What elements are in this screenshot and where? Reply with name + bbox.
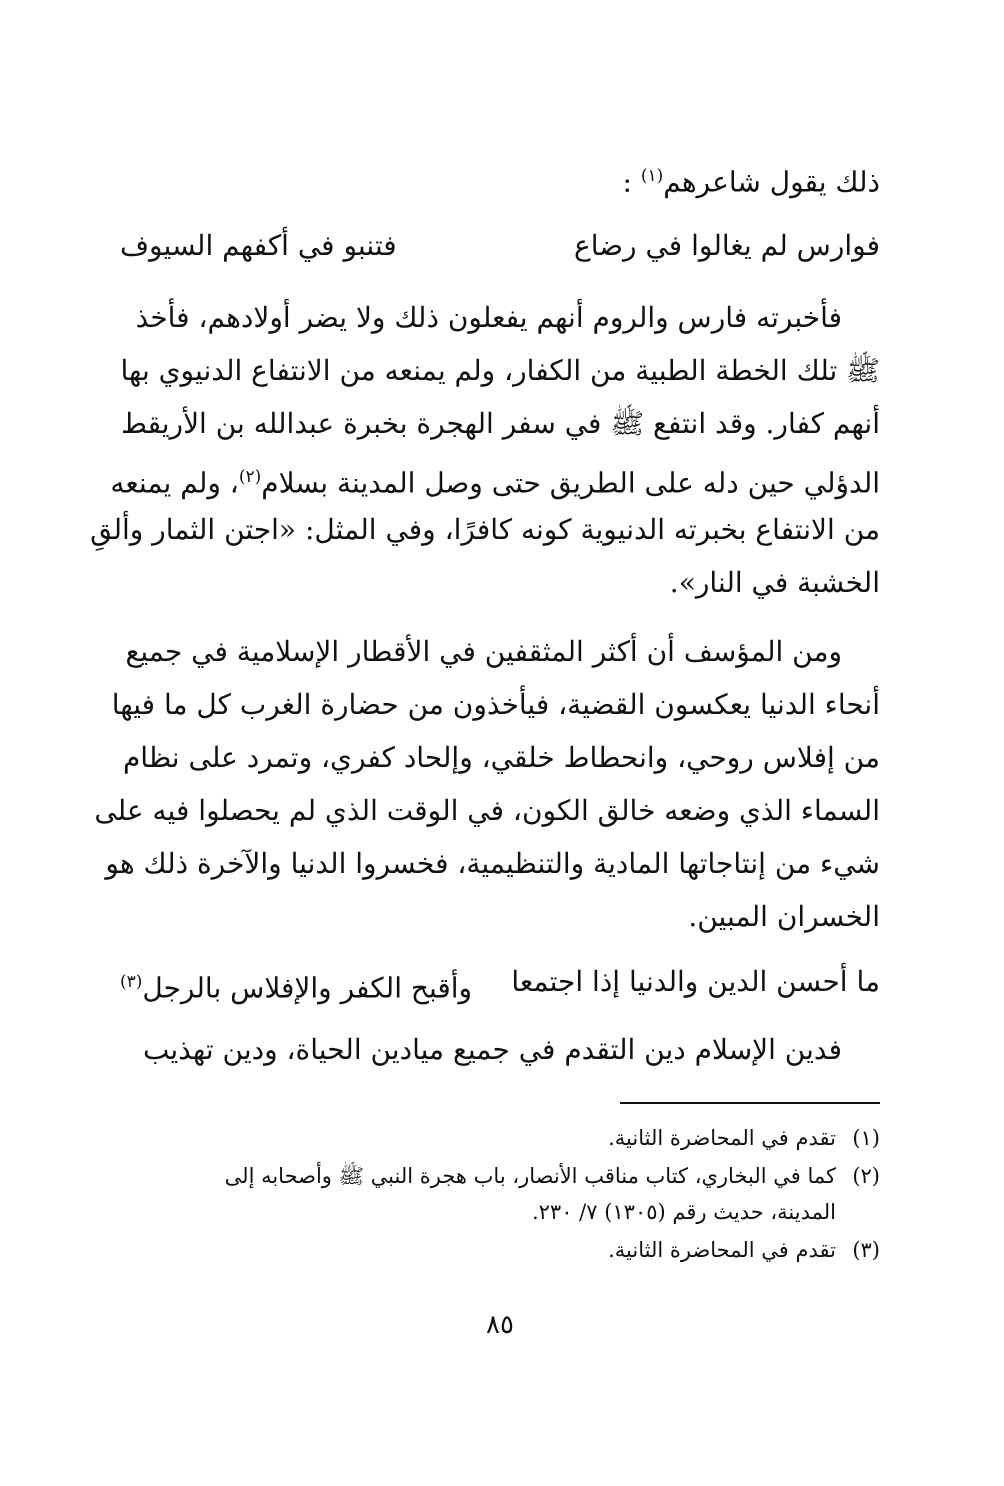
paragraph-line: السماء الذي وضعه خالق الكون، في الوقت الذي لم يحصلوا فيه على	[94, 794, 880, 827]
intro-colon: :	[622, 165, 632, 199]
book-page	[90, 140, 880, 1440]
footnote-2	[120, 1160, 880, 1193]
paragraph-line: ﷺ تلك الخطة الطبية من الكفار، ولم يمنعه من الانتفاع الدنيوي بها	[120, 354, 880, 387]
footnote-2-continuation: المدينة، حديث رقم (١٣٠٥) ٧/ ٢٣٠.	[531, 1200, 836, 1224]
intro-text: ذلك يقول شاعرهم	[663, 165, 880, 199]
paragraph-line: أنحاء الدنيا يعكسون القضية، فيأخذون من حضارة الغرب كل ما فيها	[111, 688, 880, 721]
footnote-number: (٢)	[852, 1164, 880, 1188]
paragraph-line: فأخبرته فارس والروم أنهم يفعلون ذلك ولا يضر أولادهم، فأخذ	[135, 301, 842, 334]
footnote-ref-1: (١)	[640, 166, 664, 186]
footnote-1	[120, 1122, 880, 1155]
footnote-ref-3: (٣)	[120, 972, 143, 992]
paragraph-line-text: ، ولم يمنعه	[110, 466, 239, 500]
paragraph-line: من إفلاس روحي، وانحطاط خلقي، وإلحاد كفري، وتمرد على نظام	[122, 741, 880, 774]
paragraph-line-text: الدؤلي حين دله على الطريق حتى وصل المدينة بسلام	[261, 466, 880, 500]
verse-2	[120, 962, 880, 1008]
verse-1-second-hemistich: فتنبو في أكفهم السيوف	[120, 229, 397, 262]
verse-1-first-hemistich: فوارس لم يغالوا في رضاع	[574, 229, 880, 262]
paragraph-line: من الانتفاع بخبرته الدنيوية كونه كافرًا، وفي المثل: «اجتن الثمار وألقِ	[90, 513, 880, 546]
footnote-separator	[620, 1102, 880, 1104]
paragraph-line: الخسران المبين.	[688, 900, 880, 933]
paragraph-line	[110, 457, 880, 503]
paragraph-line: أنهم كفار. وقد انتفع ﷺ في سفر الهجرة بخبرة عبدالله بن الأريقط	[121, 407, 880, 440]
footnote-number: (١)	[852, 1126, 880, 1150]
paragraph-line: الخشبة في النار».	[669, 566, 880, 599]
verse-2-second-text: وأقبح الكفر والإفلاس بالرجل	[142, 971, 473, 1005]
verse-2-first-hemistich: ما أحسن الدين والدنيا إذا اجتمعا	[511, 965, 880, 998]
footnote-text: تقدم في المحاضرة الثانية.	[608, 1238, 836, 1262]
page-number: ٨٥	[486, 1310, 514, 1340]
footnote-ref-2: (٢)	[238, 467, 262, 487]
verse-1	[120, 226, 880, 266]
paragraph-line: شيء من إنتاجاتها المادية والتنظيمية، فخسروا الدنيا والآخرة ذلك هو	[105, 847, 880, 880]
footnote-text: كما في البخاري، كتاب مناقب الأنصار، باب هجرة النبي ﷺ وأصحابه إلى	[224, 1164, 836, 1188]
footnote-3	[120, 1234, 880, 1267]
paragraph-line: ومن المؤسف أن أكثر المثقفين في الأقطار الإسلامية في جميع	[125, 635, 842, 668]
paragraph-3: فدين الإسلام دين التقدم في جميع ميادين الحياة، ودين تهذيب	[142, 1033, 842, 1066]
footnote-text: تقدم في المحاضرة الثانية.	[608, 1126, 836, 1150]
intro-line	[120, 156, 880, 202]
verse-2-second-hemistich	[120, 962, 472, 1008]
footnote-number: (٣)	[852, 1238, 880, 1262]
